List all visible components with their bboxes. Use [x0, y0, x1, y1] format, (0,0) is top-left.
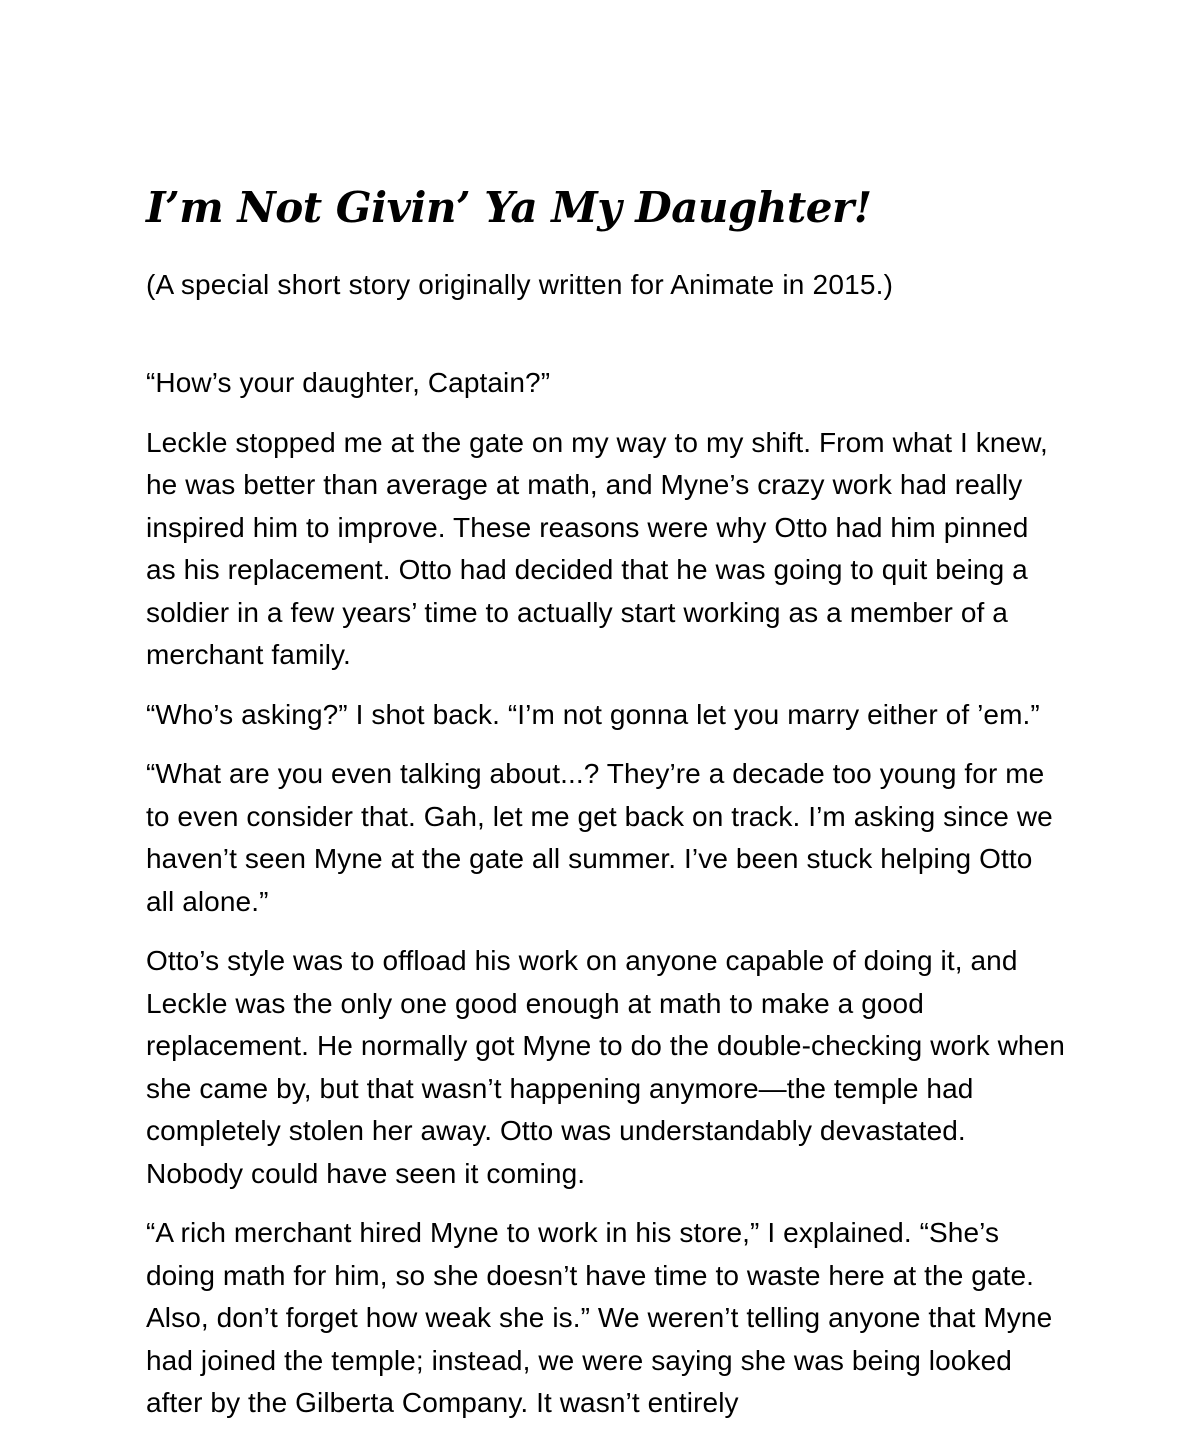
paragraph: “What are you even talking about...? They’re a decade too young for me to even consider that. Gah, let me get back on track. I’m asking since we haven’t seen Myne at the gate all summer. I’ve been stuck helping Otto all alone.” — [146, 758, 1053, 917]
paragraph: Otto’s style was to offload his work on anyone capable of doing it, and Leckle was the only one good enough at math to make a good replacement. He normally got Myne to do the double-checking work when she came by, but that wasn’t happening anymore—the temple had completely stolen her away. Otto was understandably devastated. Nobody could have seen it coming. — [146, 945, 1065, 1189]
paragraph: “Who’s asking?” I shot back. “I’m not gonna let you marry either of ’em.” — [146, 698, 1040, 730]
story-subtitle: (A special short story originally written for Animate in 2015.) — [146, 269, 894, 300]
document-body — [146, 180, 1066, 1442]
story-title: I’m Not Givin’ Ya My Daughter! — [146, 183, 872, 232]
paragraph: Leckle stopped me at the gate on my way to my shift. From what I knew, he was better than average at math, and Myne’s crazy work had really inspired him to improve. These reasons were why Otto had him pinned as his replacement. Otto had decided that he was going to quit being a soldier in a few years’ time to actually start working as a member of a merchant family. — [146, 426, 1048, 670]
paragraph: “A rich merchant hired Myne to work in his store,” I explained. “She’s doing math for him, so she doesn’t have time to waste here at the gate. Also, don’t forget how weak she is.” We weren’t telling anyone that Myne had joined the temple; instead, we were saying she was being looked after by the Gilberta Company. It wasn’t entirely — [146, 1217, 1053, 1418]
paragraph: “How’s your daughter, Captain?” — [146, 367, 551, 398]
story-text — [146, 362, 1066, 1425]
